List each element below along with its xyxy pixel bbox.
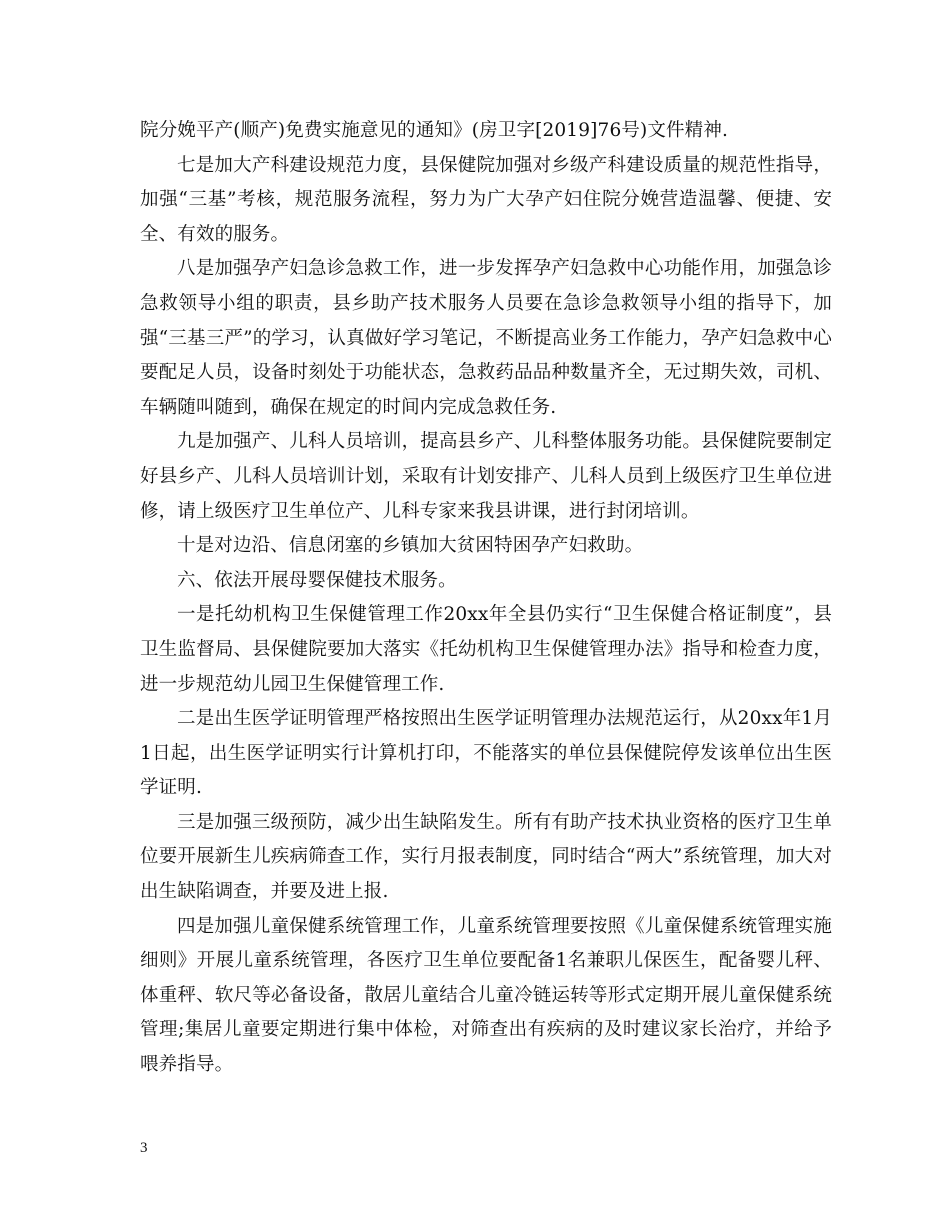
page-number: 3 [140, 1140, 148, 1156]
paragraph: 八是加强孕产妇急诊急救工作，进一步发挥孕产妇急救中心功能作用，加强急诊急救领导小组的职责，县乡助产技术服务人员要在急诊急救领导小组的指导下，加强“三基三严”的学习，认真做好学习笔记，不断提高业务工作能力，孕产妇急救中心要配足人员，设备时刻处于功能状态，急救药品品种数量齐全，无过期失效，司机、车辆随叫随到，确保在规定的时间内完成急救任务. [140, 258, 832, 418]
paragraph: 院分娩平产(顺产)免费实施意见的通知》(房卫字[2019]76号)文件精神. [140, 120, 729, 141]
paragraph: 十是对边沿、信息闭塞的乡镇加大贫困特困孕产妇救助。 [177, 535, 644, 557]
paragraph: 九是加强产、儿科人员培训，提高县乡产、儿科整体服务功能。县保健院要制定好县乡产、儿科人员培训计划，采取有计划安排产、儿科人员到上级医疗卫生单位进修，请上级医疗卫生单位产、儿科专家来我县讲课，进行封闭培训。 [140, 431, 832, 522]
paragraph: 七是加大产科建设规范力度，县保健院加强对乡级产科建设质量的规范性指导，加强“三基”考核，规范服务流程，努力为广大孕产妇住院分娩营造温馨、便捷、安全、有效的服务。 [140, 154, 832, 245]
section-heading: 六、依法开展母婴保健技术服务。 [177, 569, 457, 591]
paragraph: 三是加强三级预防，减少出生缺陷发生。所有有助产技术执业资格的医疗卫生单位要开展新生儿疾病筛查工作，实行月报表制度，同时结合“两大”系统管理，加大对出生缺陷调查，并要及进上报. [140, 811, 832, 903]
document-body [140, 114, 832, 1083]
paragraph: 一是托幼机构卫生保健管理工作20xx年全县仍实行“卫生保健合格证制度”，县卫生监督局、县保健院要加大落实《托幼机构卫生保健管理办法》指导和检查力度，进一步规范幼儿园卫生保健管理工作. [140, 604, 832, 695]
paragraph: 四是加强儿童保健系统管理工作，儿童系统管理要按照《儿童保健系统管理实施细则》开展儿童系统管理，各医疗卫生单位要配备1名兼职儿保医生，配备婴儿秤、体重秤、软尺等必备设备，散居儿童结合儿童冷链运转等形式定期开展儿童保健系统管理;集居儿童要定期进行集中体检，对筛查出有疾病的及时建议家长治疗，并给予喂养指导。 [140, 915, 832, 1076]
paragraph: 二是出生医学证明管理严格按照出生医学证明管理办法规范运行，从20xx年1月1日起，出生医学证明实行计算机打印，不能落实的单位县保健院停发该单位出生医学证明. [140, 708, 832, 799]
